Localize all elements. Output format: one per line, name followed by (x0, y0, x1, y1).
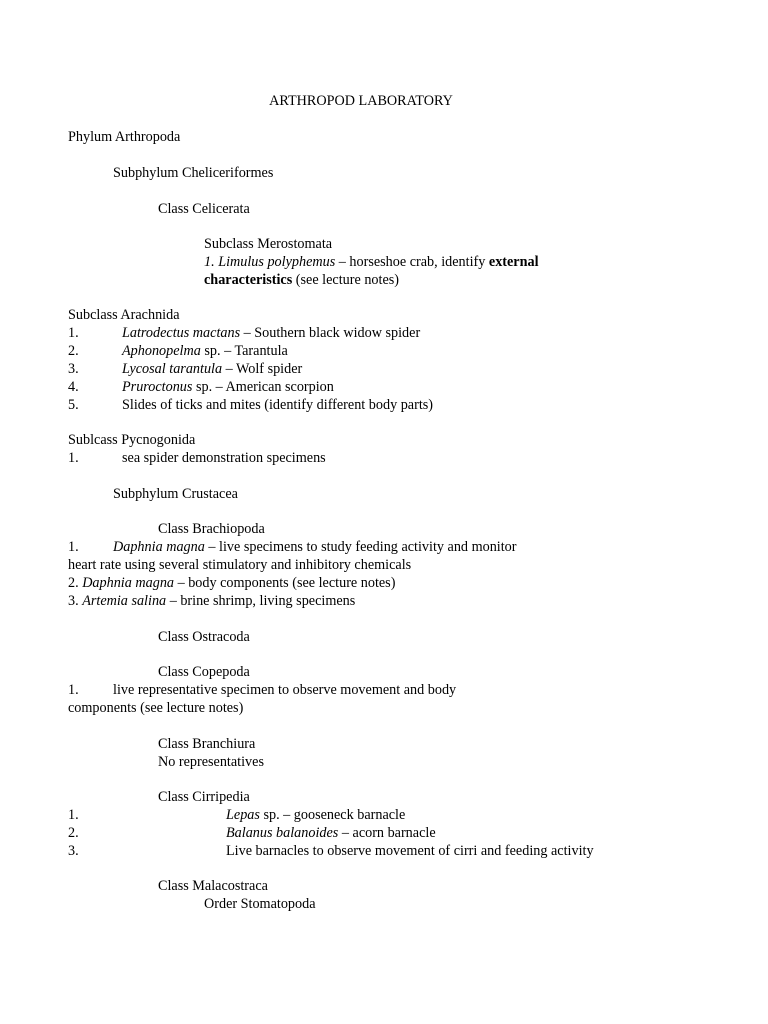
list-number: 4. (68, 379, 79, 395)
subclass-merostomata: Subclass Merostomata (204, 236, 333, 252)
list-number: 1. (68, 450, 79, 466)
list-item: Slides of ticks and mites (identify different body parts) (122, 397, 434, 413)
class-malacostraca: Class Malacostraca (158, 878, 268, 894)
list-item: Daphnia magna – live specimens to study feeding activity and monitor (113, 539, 517, 555)
phylum-heading: Phylum Arthropoda (68, 129, 181, 145)
merostomata-item-1: 1. Limulus polyphemus – horseshoe crab, identify external (204, 254, 539, 270)
subclass-arachnida: Subclass Arachnida (68, 307, 180, 323)
list-item: sea spider demonstration specimens (122, 450, 326, 466)
list-number: 5. (68, 397, 79, 413)
list-item: Pruroctonus sp. – American scorpion (122, 379, 334, 395)
class-brachiopoda: Class Brachiopoda (158, 521, 265, 537)
list-number: 3. (68, 361, 79, 377)
list-number: 1. (68, 325, 79, 341)
list-item: live representative specimen to observe movement and body (113, 682, 457, 698)
page-title: ARTHROPOD LABORATORY (269, 93, 453, 109)
list-item-cont: heart rate using several stimulatory and inhibitory chemicals (68, 557, 412, 573)
class-celicerata: Class Celicerata (158, 201, 250, 217)
branchiura-note: No representatives (158, 754, 264, 770)
list-number: 1. (68, 539, 79, 555)
list-item: Latrodectus mactans – Southern black widow spider (122, 325, 421, 341)
list-number: 2. (68, 343, 79, 359)
class-cirripedia: Class Cirripedia (158, 789, 250, 805)
class-copepoda: Class Copepoda (158, 664, 250, 680)
list-number: 2. (68, 825, 79, 841)
species-name: 1. Limulus polyphemus (204, 254, 336, 270)
subphylum-cheliceriformes: Subphylum Cheliceriformes (113, 165, 274, 181)
merostomata-item-1-cont: characteristics (see lecture notes) (204, 272, 399, 288)
list-number: 3. (68, 843, 79, 859)
order-stomatopoda: Order Stomatopoda (204, 896, 316, 912)
list-item: Lepas sp. – gooseneck barnacle (226, 807, 406, 823)
list-item: Lycosal tarantula – Wolf spider (122, 361, 303, 377)
list-item: 2. Daphnia magna – body components (see lecture notes) (68, 575, 396, 591)
subclass-pycnogonida: Sublcass Pycnogonida (68, 432, 196, 448)
list-item: Aphonopelma sp. – Tarantula (122, 343, 288, 359)
subphylum-crustacea: Subphylum Crustacea (113, 486, 238, 502)
list-number: 1. (68, 682, 79, 698)
list-item: 3. Artemia salina – brine shrimp, living specimens (68, 593, 356, 609)
list-number: 1. (68, 807, 79, 823)
list-item: Balanus balanoides – acorn barnacle (226, 825, 436, 841)
list-item-cont: components (see lecture notes) (68, 700, 244, 716)
list-item: Live barnacles to observe movement of cirri and feeding activity (226, 843, 594, 859)
class-ostracoda: Class Ostracoda (158, 629, 250, 645)
class-branchiura: Class Branchiura (158, 736, 256, 752)
